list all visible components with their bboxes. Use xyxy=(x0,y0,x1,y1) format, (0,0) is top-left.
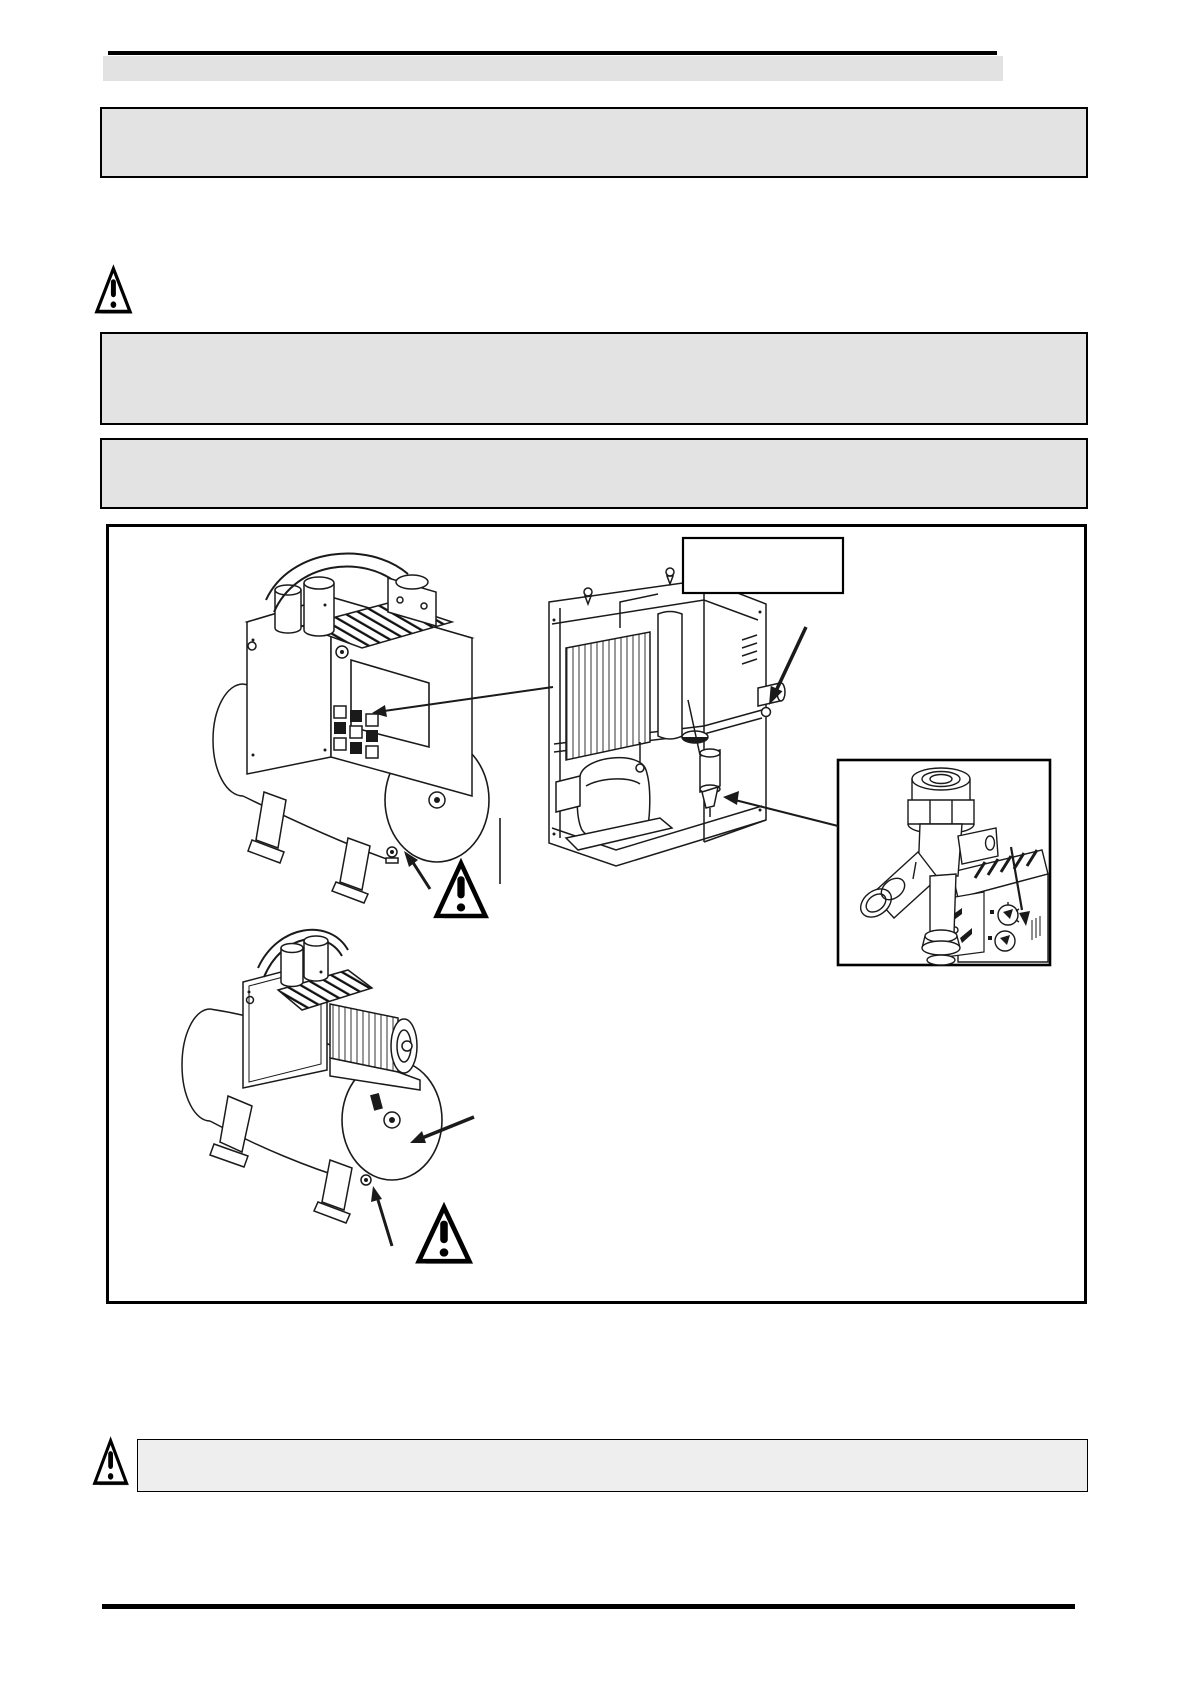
warning-triangle-icon xyxy=(97,269,133,314)
bottom-rule xyxy=(102,1604,1075,1609)
figure-frame xyxy=(106,524,1087,1304)
notice-box-1 xyxy=(100,107,1088,178)
header-bar xyxy=(103,56,1003,81)
top-rule xyxy=(108,51,997,55)
notice-box-3 xyxy=(100,438,1088,509)
notice-box-2 xyxy=(100,332,1088,425)
warning-triangle-icon xyxy=(95,1441,129,1486)
footer-notice-box xyxy=(137,1439,1088,1492)
